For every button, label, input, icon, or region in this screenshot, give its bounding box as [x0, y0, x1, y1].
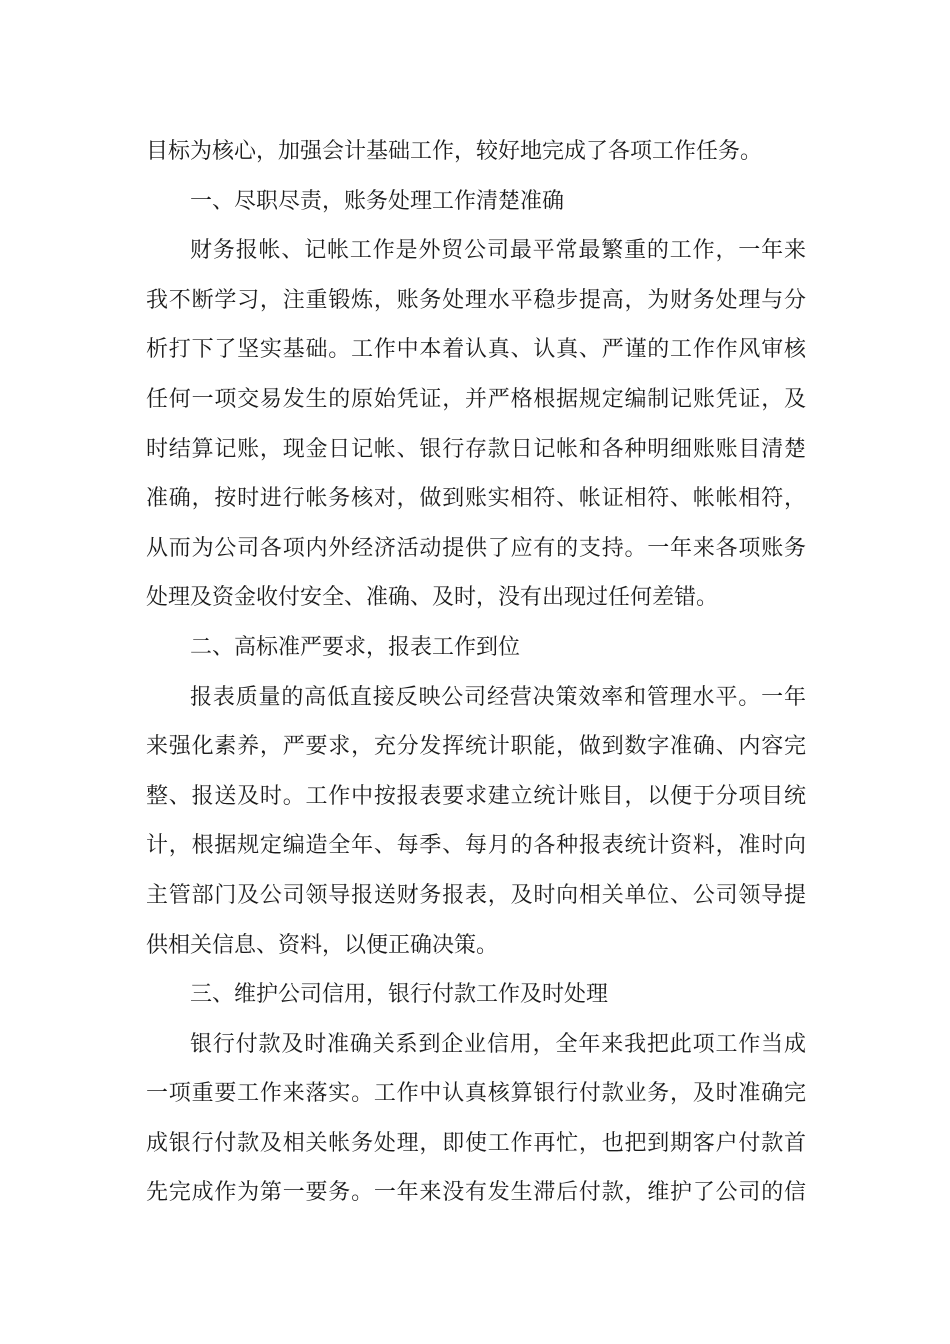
section-heading: 一、尽职尽责，账务处理工作清楚准确	[190, 188, 565, 214]
body-text-line: 主管部门及公司领导报送财务报表，及时向相关单位、公司领导提	[146, 882, 806, 908]
body-text-line: 时结算记账，现金日记帐、银行存款日记帐和各种明细账账目清楚	[146, 436, 806, 462]
body-text-line: 来强化素养，严要求，充分发挥统计职能，做到数字准确、内容完	[146, 734, 806, 760]
body-text-line: 计，根据规定编造全年、每季、每月的各种报表统计资料，准时向	[146, 833, 806, 859]
body-text-line: 析打下了坚实基础。工作中本着认真、认真、严谨的工作作风审核	[146, 337, 806, 363]
section-heading: 三、维护公司信用，银行付款工作及时处理	[190, 982, 609, 1008]
body-text-line: 整、报送及时。工作中按报表要求建立统计账目，以便于分项目统	[146, 783, 806, 809]
paragraph-first-line: 报表质量的高低直接反映公司经营决策效率和管理水平。一年	[190, 684, 806, 710]
paragraph-last-line: 处理及资金收付安全、准确、及时，没有出现过任何差错。	[146, 585, 719, 611]
body-text-line: 一项重要工作来落实。工作中认真核算银行付款业务，及时准确完	[146, 1081, 806, 1107]
body-text-line: 任何一项交易发生的原始凭证，并严格根据规定编制记账凭证，及	[146, 386, 806, 412]
body-text-line: 先完成作为第一要务。一年来没有发生滞后付款，维护了公司的信	[146, 1180, 806, 1206]
body-text-line: 成银行付款及相关帐务处理，即使工作再忙，也把到期客户付款首	[146, 1130, 806, 1156]
document-page	[146, 127, 806, 1218]
body-text-line: 我不断学习，注重锻炼，账务处理水平稳步提高，为财务处理与分	[146, 287, 806, 313]
paragraph-first-line: 银行付款及时准确关系到企业信用，全年来我把此项工作当成	[190, 1031, 806, 1057]
body-text-line: 从而为公司各项内外经济活动提供了应有的支持。一年来各项账务	[146, 535, 806, 561]
body-text-line: 准确，按时进行帐务核对，做到账实相符、帐证相符、帐帐相符，	[146, 486, 806, 512]
paragraph-last-line: 目标为核心，加强会计基础工作，较好地完成了各项工作任务。	[146, 139, 763, 164]
section-heading: 二、高标准严要求，报表工作到位	[190, 634, 521, 660]
paragraph-first-line: 财务报帐、记帐工作是外贸公司最平常最繁重的工作，一年来	[190, 238, 806, 264]
paragraph-last-line: 供相关信息、资料，以便正确决策。	[146, 932, 499, 958]
